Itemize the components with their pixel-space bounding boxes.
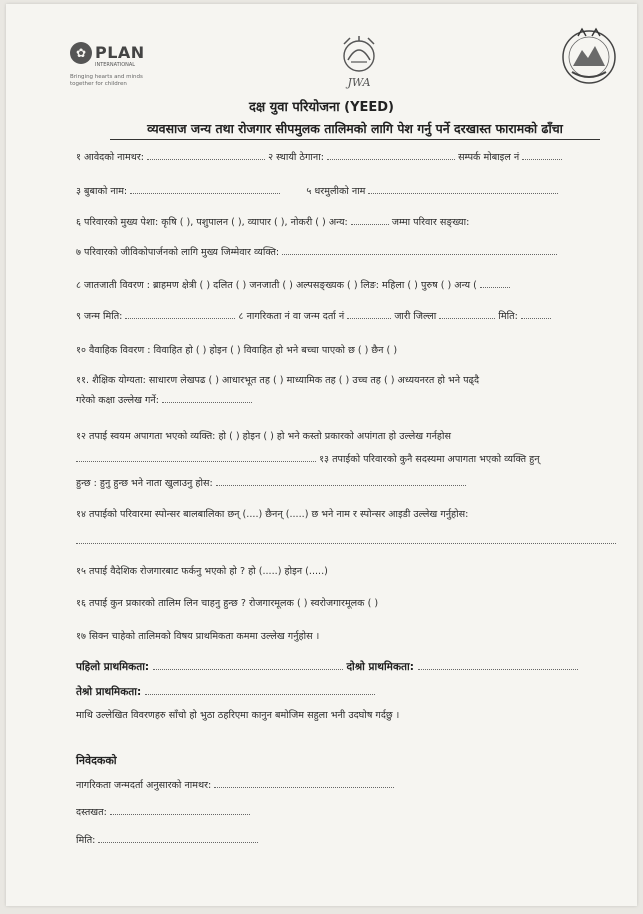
field-row-earner xyxy=(76,245,624,258)
field-row-sponsor-2 xyxy=(76,534,624,547)
father-name-label: ३ बुबाको नाम: xyxy=(76,186,128,197)
citizenship-field[interactable] xyxy=(347,309,391,319)
plan-logo xyxy=(70,42,160,88)
field-row-disability xyxy=(76,429,624,442)
household-head-label: ५ धरमुलीको नाम xyxy=(306,186,366,197)
priority-1-field[interactable] xyxy=(153,660,343,670)
jwa-logo-icon xyxy=(324,32,394,92)
current-class-label: गरेको कक्षा उल्लेख गर्ने: xyxy=(76,395,159,406)
training-priority-label: १७ सिक्न चाहेको तालिमको विषय प्राथमिकता कममा उल्लेख गर्नुहोस । xyxy=(76,631,320,642)
caste-gender-label: ८ जातजाती विवरण : ब्राहमण क्षेत्री ( ) दलित ( ) जनजाती ( ) अल्पसङ्ख्यक ( ) लिङ: महिला ( ) पुरुष ( ) अन्य ( xyxy=(76,280,477,291)
issue-district-label: जारी जिल्ला xyxy=(394,311,437,322)
field-row-occupation xyxy=(76,215,624,228)
main-earner-field[interactable] xyxy=(282,245,557,255)
declaration-text: माथि उल्लेखित विवरणहरु साँचो हो भुठा ठहरिएमा कानुन बमोजिम सहुला भनी उदघोष गर्दछु । xyxy=(76,710,400,721)
family-disability-label: १३ तपाईको परिवारको कुनै सदस्यमा अपागता भएको व्यक्ति हुन् xyxy=(319,454,540,465)
signature-field[interactable] xyxy=(110,805,250,815)
current-class-field[interactable] xyxy=(162,393,252,403)
priority-3-label: तेश्रो प्राथमिकता: xyxy=(76,686,142,698)
priority-1-label: पहिलो प्राथमिकता: xyxy=(76,661,150,673)
field-row-applicant xyxy=(76,150,624,163)
date-label: मिति: xyxy=(76,835,96,846)
sponsor-label: १४ तपाईको परिवारमा स्पोन्सर बालबालिका छन् (....) छैनन् (.....) छ भने नाम र स्पोन्सर आइडी उल्लेख गर्नुहोस: xyxy=(76,509,469,520)
applicant-name-label: १ आवेदको नामथर: xyxy=(76,152,145,163)
form-title: व्यवसाज जन्य तथा रोजगार सीपमुलक तालिमको लागि पेश गर्नु पर्ने दरखास्त फारामको ढाँचा xyxy=(110,120,600,140)
field-row-father xyxy=(76,184,624,197)
occupation-label: ६ परिवारको मुख्य पेशा: कृषि ( ), पशुपालन ( ), व्यापार ( ), नोकरी ( ) अन्य: xyxy=(76,217,348,228)
applicant-heading xyxy=(76,753,624,768)
field-row-family-disability xyxy=(76,452,624,465)
training-type-label: १६ तपाई कुन प्रकारको तालिम लिन चाहनु हुन्छ ? रोजगारमूलक ( ) स्वरोजगारमूलक ( ) xyxy=(76,598,379,609)
disability-type-field[interactable] xyxy=(76,452,316,462)
family-size-label: जम्मा परिवार सङ्ख्या: xyxy=(391,217,470,228)
plan-emblem-icon: ✿ xyxy=(70,42,92,64)
permanent-address-label: २ स्थायी ठेगाना: xyxy=(268,152,324,163)
plan-tagline: Bringing hearts and minds together for children xyxy=(70,74,143,87)
gender-other-field[interactable] xyxy=(480,278,510,288)
main-earner-label: ७ परिवारको जीविकोपार्जनको लागि मुख्य जिम्मेवार व्यक्ति: xyxy=(76,247,280,258)
applicant-name-row xyxy=(76,778,624,791)
relation-field[interactable] xyxy=(216,476,466,486)
foreign-employment-label: १५ तपाई वैदेशिक रोजगारबाट फर्कनु भएको हो ? हो (.....) होइन (.....) xyxy=(76,566,328,577)
disability-label: १२ तपाई स्वयम अपागता भएको व्यक्ति: हो ( ) होइन ( ) हो भने कस्तो प्रकारको अपांगता हो उल्लेख गर्नहोस xyxy=(76,431,451,442)
marital-status-label: १० वैवाहिक विवरण : विवाहित हो ( ) होइन ( ) विवाहित हो भने बच्चा पाएको छ ( ) छैन ( ) xyxy=(76,345,398,356)
applicant-full-name-field[interactable] xyxy=(214,778,394,788)
applicant-name-field[interactable] xyxy=(147,150,265,160)
declaration xyxy=(76,708,624,721)
plan-logo-sub: INTERNATIONAL xyxy=(95,62,136,68)
household-head-field[interactable] xyxy=(368,184,558,194)
occupation-other-field[interactable] xyxy=(351,215,389,225)
field-row-priority xyxy=(76,629,624,642)
father-name-field[interactable] xyxy=(130,184,280,194)
citizenship-label: ८ नागरिकता नं वा जन्म दर्ता नं xyxy=(238,311,345,322)
signature-row xyxy=(76,805,624,818)
sponsor-id-field[interactable] xyxy=(76,534,616,544)
plan-logo-word: PLAN xyxy=(95,43,145,62)
date-field[interactable] xyxy=(98,833,258,843)
permanent-address-field[interactable] xyxy=(327,150,455,160)
education-label: ११. शैक्षिक योग्यता: साधारण लेखपढ ( ) आधारभूत तह ( ) माध्यामिक तह ( ) उच्च तह ( ) अध्ययनरत हो भने पढ्दै xyxy=(76,375,480,386)
relation-label: हुन्छ : हुनु हुन्छ भने नाता खुलाउनु होस: xyxy=(76,478,213,489)
field-row-birth xyxy=(76,309,624,322)
date-row xyxy=(76,833,624,846)
issue-date-label: मिति: xyxy=(498,311,518,322)
signature-label: दस्तखत: xyxy=(76,807,107,818)
field-row-education-2 xyxy=(76,393,624,406)
field-row-foreign-employment xyxy=(76,564,624,577)
applicant-heading-text: निवेदकको xyxy=(76,754,117,767)
field-row-marital xyxy=(76,343,624,356)
priority-2-field[interactable] xyxy=(418,660,578,670)
issue-date-field[interactable] xyxy=(521,309,551,319)
dob-field[interactable] xyxy=(125,309,235,319)
government-emblem-icon xyxy=(558,24,620,86)
field-row-caste xyxy=(76,278,624,291)
field-row-training-type xyxy=(76,596,624,609)
dob-label: ९ जन्म मिति: xyxy=(76,311,123,322)
field-row-sponsor xyxy=(76,507,624,520)
mobile-label: सम्पर्क मोबाइल नं xyxy=(458,152,520,163)
priority-3-field[interactable] xyxy=(145,685,375,695)
form-page xyxy=(6,4,637,906)
issue-district-field[interactable] xyxy=(439,309,495,319)
field-row-education xyxy=(76,373,624,386)
field-row-relation xyxy=(76,476,624,489)
field-row-priority-3 xyxy=(76,685,624,699)
applicant-full-name-label: नागरिकता जन्मदर्ता अनुसारको नामथर: xyxy=(76,780,212,791)
svg-text:JWA: JWA xyxy=(347,76,371,89)
priority-2-label: दोश्रो प्राथमिकता: xyxy=(346,661,414,673)
project-title: दक्ष युवा परियोजना (YEED) xyxy=(249,100,394,115)
field-row-priority-1-2 xyxy=(76,660,624,674)
mobile-field[interactable] xyxy=(522,150,562,160)
